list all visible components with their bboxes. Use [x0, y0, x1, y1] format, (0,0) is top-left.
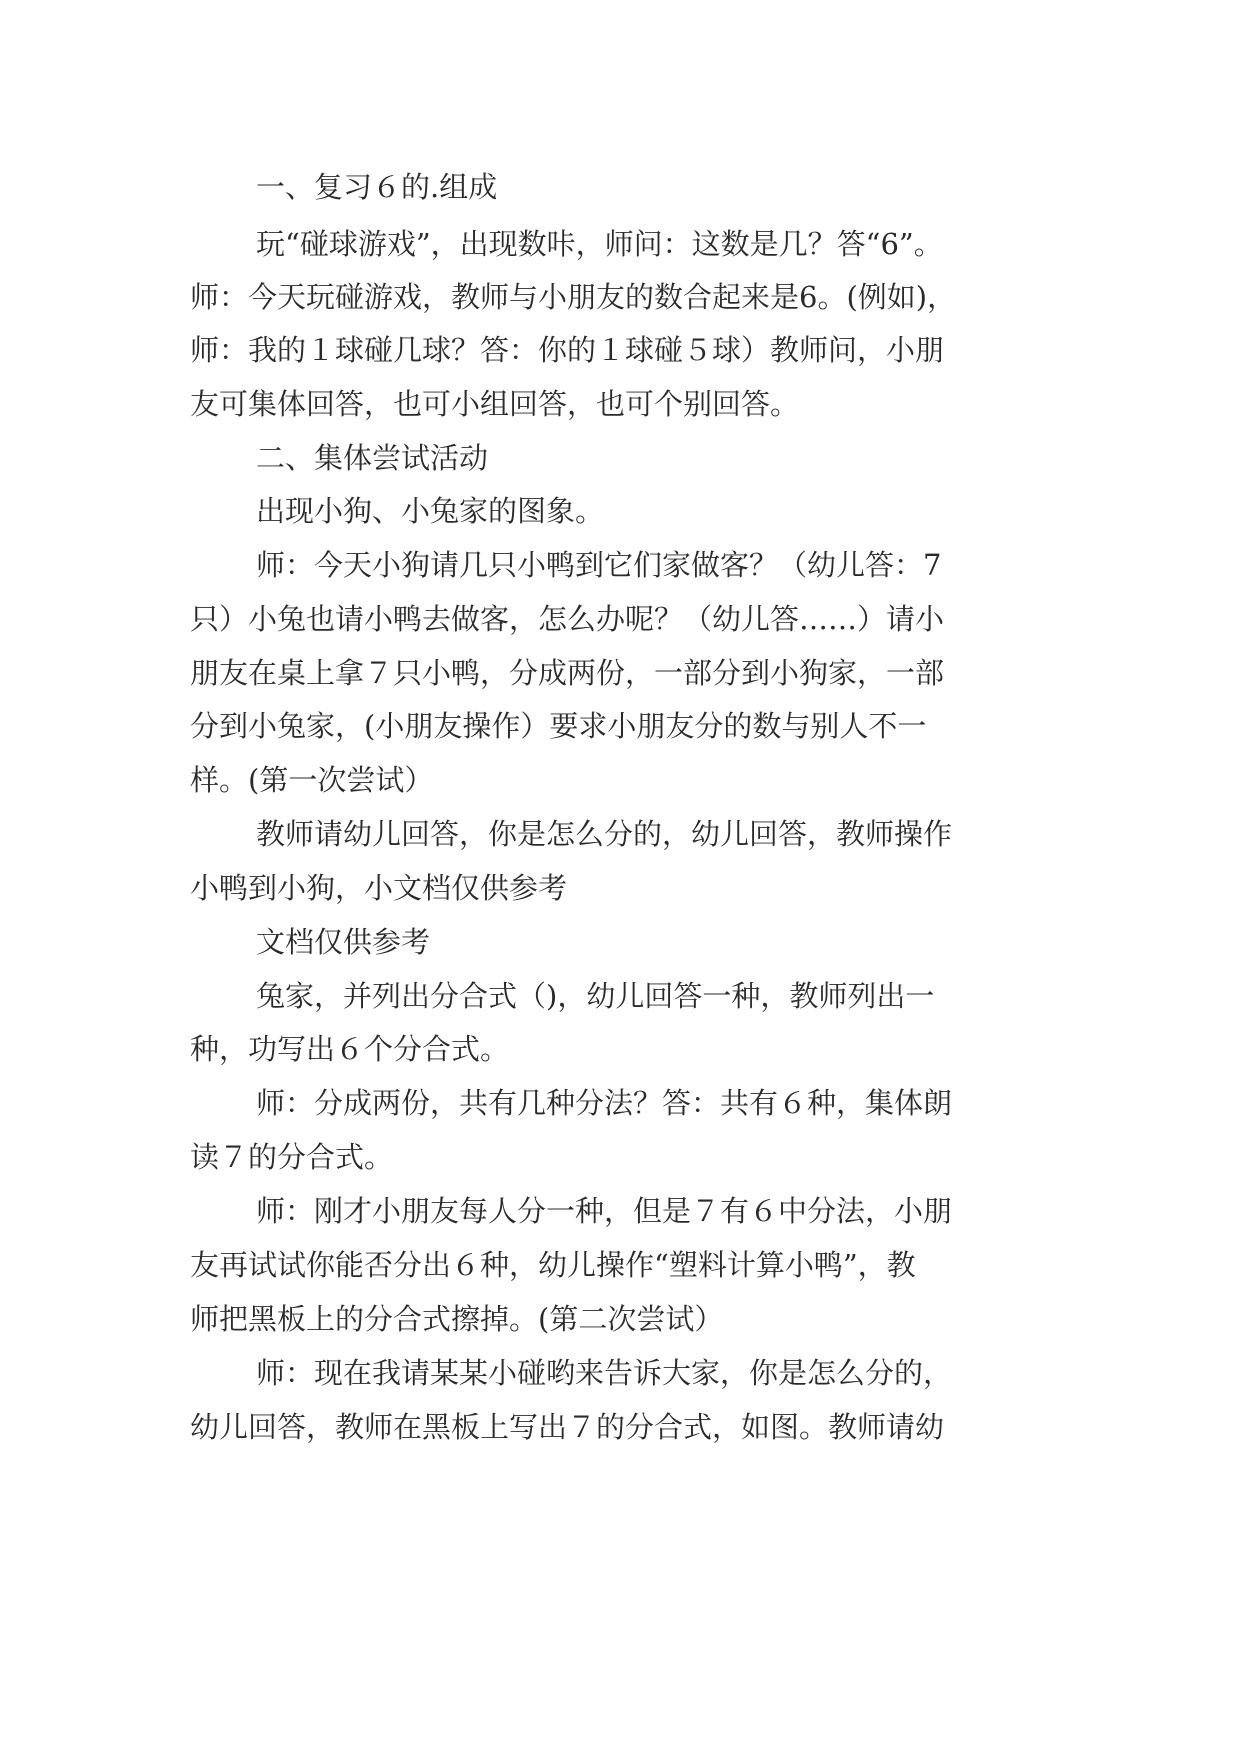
- paragraph-line: 小鸭到小狗，小文档仅供参考: [190, 871, 568, 905]
- paragraph-line: 友再试试你能否分出６种，幼儿操作“塑料计算小鸭”，教: [190, 1248, 916, 1282]
- paragraph-line: 教师请幼儿回答，你是怎么分的，幼儿回答，教师操作: [256, 817, 953, 851]
- paragraph-line: 友可集体回答，也可小组回答，也可个别回答。: [190, 387, 800, 421]
- paragraph-line: 师：分成两份，共有几种分法？答：共有６种，集体朗: [256, 1086, 953, 1120]
- paragraph-line: 朋友在桌上拿７只小鸭，分成两份，一部分到小狗家，一部: [190, 656, 945, 690]
- paragraph-line: 玩“碰球游戏”，出现数咔，师问：这数是几？答“6”。: [256, 227, 943, 261]
- paragraph-line: 出现小狗、小兔家的图象。: [256, 494, 605, 528]
- paragraph-line: 文档仅供参考: [256, 925, 431, 959]
- paragraph-line: 分到小兔家，(小朋友操作）要求小朋友分的数与别人不一: [190, 709, 927, 743]
- paragraph-line: 师把黑板上的分合式擦掉。(第二次尝试）: [190, 1302, 724, 1336]
- paragraph-line: 师：刚才小朋友每人分一种，但是７有６中分法，小朋: [256, 1194, 953, 1228]
- paragraph-line: 读７的分合式。: [190, 1140, 394, 1174]
- paragraph-line: 师：现在我请某某小碰哟来告诉大家，你是怎么分的，: [256, 1356, 953, 1390]
- paragraph-line: 种，功写出６个分合式。: [190, 1032, 510, 1066]
- paragraph-line: 只）小兔也请小鸭去做客，怎么办呢？（幼儿答……）请小: [190, 602, 945, 636]
- paragraph-line: 师：今天小狗请几只小鸭到它们家做客？（幼儿答：7: [256, 548, 942, 582]
- section-heading: 一、复习６的.组成: [256, 170, 498, 204]
- paragraph-line: 师：我的１球碰几球？答：你的１球碰５球）教师问，小朋: [190, 333, 945, 367]
- paragraph-line: 样。(第一次尝试）: [190, 763, 434, 797]
- paragraph-line: 幼儿回答，教师在黑板上写出７的分合式，如图。教师请幼: [190, 1410, 945, 1444]
- paragraph-line: 兔家，并列出分合式（)，幼儿回答一种，教师列出一: [256, 979, 935, 1013]
- section-heading: 二、集体尝试活动: [256, 441, 489, 475]
- paragraph-line: 师：今天玩碰游戏，教师与小朋友的数合起来是6。(例如)，: [190, 280, 957, 314]
